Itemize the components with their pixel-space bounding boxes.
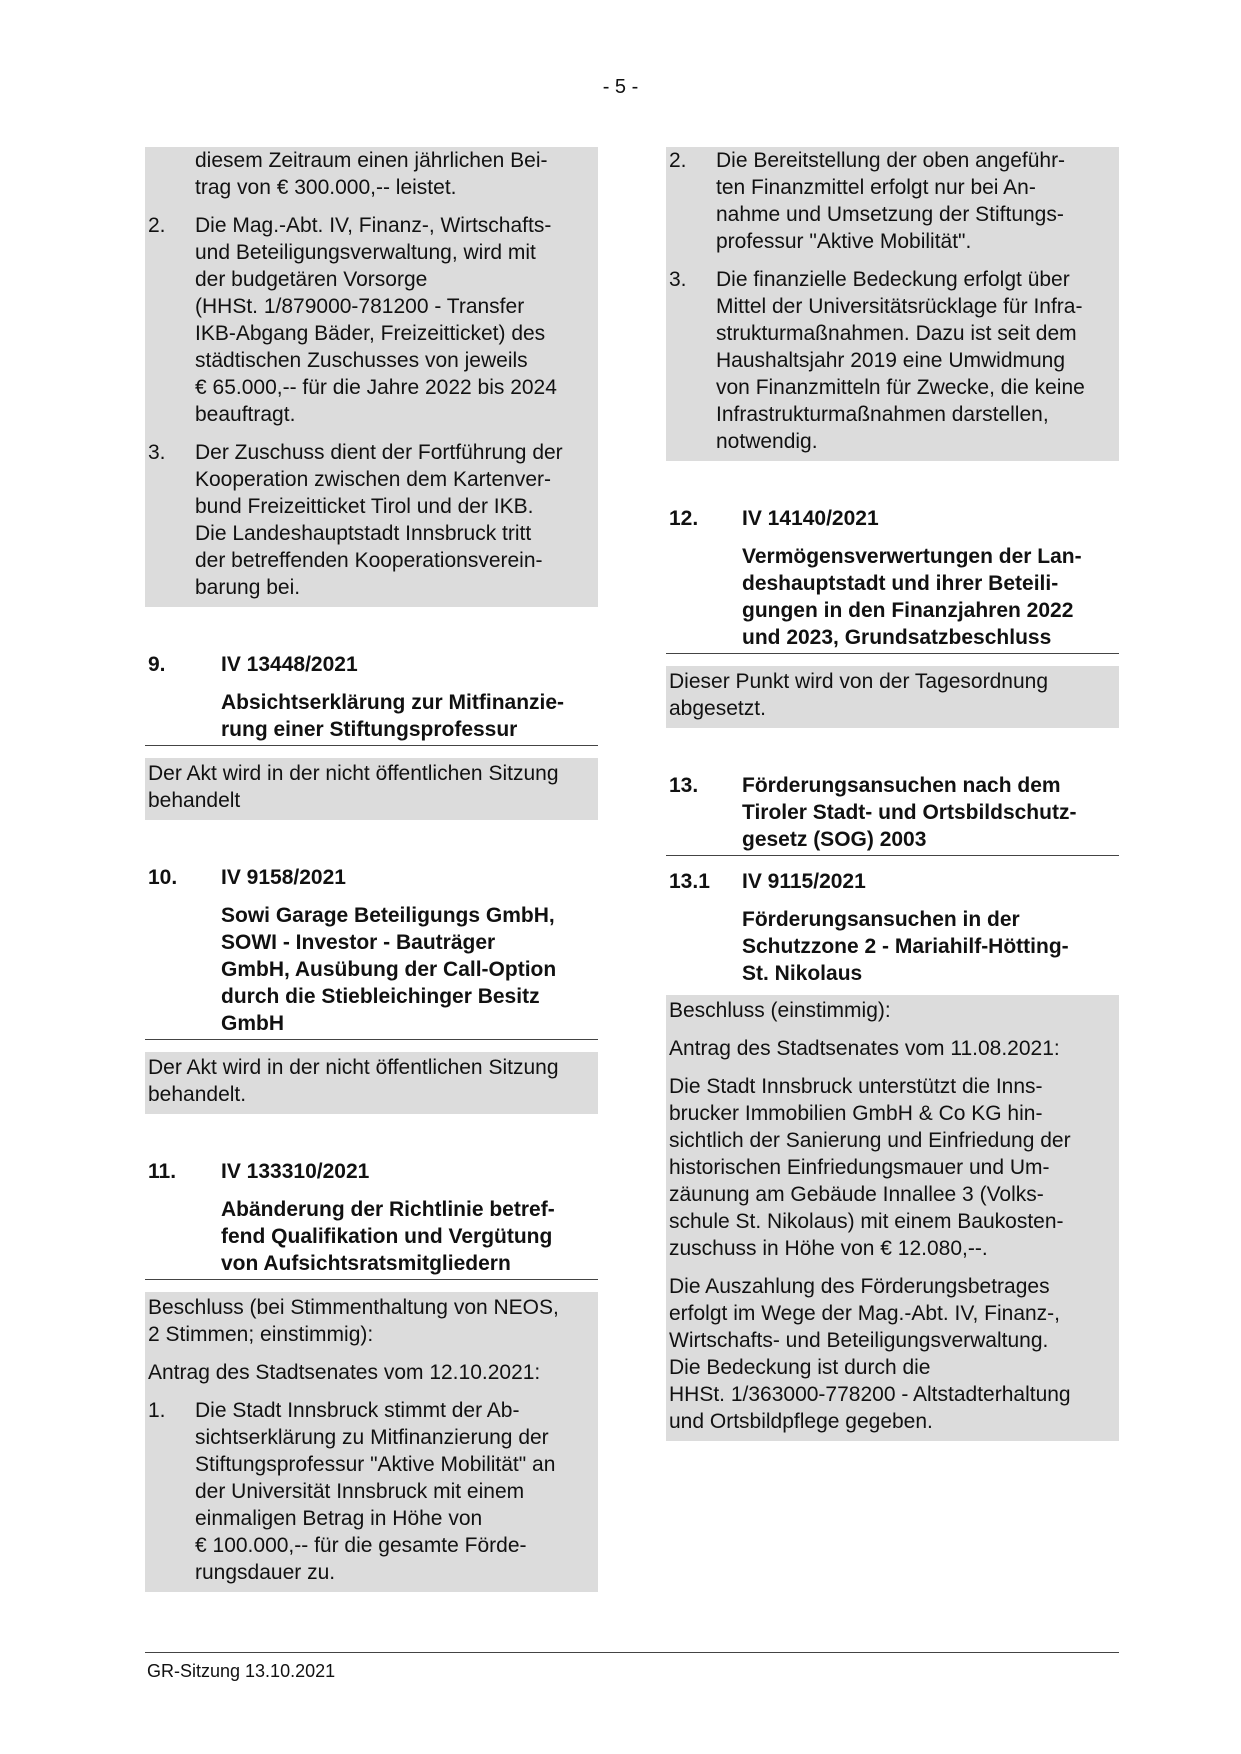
list-item: [148, 1397, 595, 1586]
list-number: 3.: [148, 441, 166, 464]
resolution-box: [145, 1292, 598, 1592]
agenda-item-heading: [666, 505, 1119, 654]
list-item: [669, 266, 1116, 455]
list-text: Die Stadt Innsbruck stimmt der Ab- sichtserklärung zu Mitfinanzierung der Stiftungsprofessur "Aktive Mobilität" an der Universität Innsbruck mit einem einmaligen Betrag in Höhe von € 100.000,-- für die gesamte Förde- rungsdauer zu.: [195, 1399, 556, 1584]
continued-resolution-block: [666, 147, 1119, 461]
status-box: Dieser Punkt wird von der Tagesordnung abgesetzt.: [666, 666, 1119, 728]
item-title: Abänderung der Richtlinie betref- fend Qualifikation und Vergütung von Aufsichtsratsmitgliedern: [221, 1198, 555, 1275]
list-text: Die Mag.-Abt. IV, Finanz-, Wirtschafts- und Beteiligungsverwaltung, wird mit der budgetären Vorsorge (HHSt. 1/879000-781200 - Transfer IKB-Abgang Bäder, Freizeitticket) des städtischen Zuschusses von jeweils € 65.000,-- für die Jahre 2022 bis 2024 beauftragt.: [195, 214, 557, 426]
list-number: 1.: [148, 1399, 166, 1422]
list-number: 2.: [148, 214, 166, 237]
agenda-item-12: [666, 505, 1119, 728]
item-number: 11.: [148, 1160, 177, 1183]
agenda-item-heading: [145, 1158, 598, 1280]
agenda-item-13: [666, 772, 1119, 856]
item-reference: IV 9158/2021: [221, 866, 346, 889]
list-number: 3.: [669, 268, 687, 291]
motion-text: Antrag des Stadtsenates vom 11.08.2021:: [669, 1037, 1060, 1060]
agenda-item-heading: [666, 772, 1119, 856]
list-item: [148, 439, 595, 601]
item-title: Vermögensverwertungen der Lan- deshauptstadt und ihrer Beteili- gungen in den Finanzjahren 2022 und 2023, Grundsatzbeschluss: [742, 545, 1082, 649]
agenda-item-11: [145, 1158, 598, 1592]
list-text: Der Zuschuss dient der Fortführung der Kooperation zwischen dem Kartenver- bund Freizeitticket Tirol und der IKB. Die Landeshauptstadt Innsbruck tritt der betreffenden Kooperationsverein- barung bei.: [195, 441, 563, 599]
item-title: Förderungsansuchen in der Schutzzone 2 - Mariahilf-Hötting- St. Nikolaus: [742, 908, 1069, 985]
agenda-item-9: [145, 651, 598, 820]
item-reference: IV 14140/2021: [742, 507, 879, 530]
item-title: Absichtserklärung zur Mitfinanzie- rung einer Stiftungsprofessur: [221, 691, 565, 741]
item-number: 13.1: [669, 870, 710, 893]
footer-divider: [145, 1652, 1119, 1653]
agenda-item-13-1: [666, 868, 1119, 1441]
item-number: 10.: [148, 866, 178, 889]
resolution-text: Beschluss (bei Stimmenthaltung von NEOS, 2 Stimmen; einstimmig):: [148, 1296, 559, 1346]
footer-text: GR-Sitzung 13.10.2021: [147, 1661, 336, 1681]
right-column: [666, 147, 1119, 1441]
continued-resolution-block: [145, 147, 598, 607]
agenda-item-heading: [666, 868, 1119, 987]
item-title: Förderungsansuchen nach dem Tiroler Stadt- und Ortsbildschutz- gesetz (SOG) 2003: [742, 774, 1077, 851]
list-item: [669, 147, 1116, 255]
resolution-text: Beschluss (einstimmig):: [669, 999, 891, 1022]
item-reference: IV 133310/2021: [221, 1160, 370, 1183]
list-number: 2.: [669, 149, 687, 172]
left-column: [145, 147, 598, 1592]
item-number: 12.: [669, 507, 699, 530]
item-number: 9.: [148, 653, 166, 676]
resolution-paragraph: Die Auszahlung des Förderungsbetrages erfolgt im Wege der Mag.-Abt. IV, Finanz-, Wirtschafts- und Beteiligungsverwaltung. Die Bedeckung ist durch die HHSt. 1/363000-778200 - Altstadterhaltung und Ortsbildpflege gegeben.: [669, 1275, 1071, 1433]
agenda-item-heading: [145, 864, 598, 1040]
page-number: - 5 -: [602, 76, 639, 98]
agenda-item-heading: [145, 651, 598, 746]
item-reference: IV 13448/2021: [221, 653, 358, 676]
item-reference: IV 9115/2021: [742, 870, 866, 893]
motion-text: Antrag des Stadtsenates vom 12.10.2021:: [148, 1361, 541, 1384]
item-number: 13.: [669, 774, 699, 797]
status-box: Der Akt wird in der nicht öffentlichen Sitzung behandelt: [145, 758, 598, 820]
item-title: Sowi Garage Beteiligungs GmbH, SOWI - Investor - Bauträger GmbH, Ausübung der Call-Option durch die Stiebleichinger Besitz GmbH: [221, 904, 557, 1035]
list-text: Die Bereitstellung der oben angeführ- ten Finanzmittel erfolgt nur bei An- nahme und Umsetzung der Stiftungs- professur "Aktive Mobilität".: [716, 149, 1066, 253]
agenda-item-10: [145, 864, 598, 1114]
resolution-box: [666, 995, 1119, 1441]
status-box: Der Akt wird in der nicht öffentlichen Sitzung behandelt.: [145, 1052, 598, 1114]
list-text: Die finanzielle Bedeckung erfolgt über Mittel der Universitätsrücklage für Infra- strukturmaßnahmen. Dazu ist seit dem Haushaltsjahr 2019 eine Umwidmung von Finanzmitteln für Zwecke, die keine Infrastrukturmaßnahmen darstellen, notwendig.: [716, 268, 1085, 453]
list-item: [148, 212, 595, 428]
resolution-paragraph: Die Stadt Innsbruck unterstützt die Inns- brucker Immobilien GmbH & Co KG hin- sichtlich der Sanierung und Einfriedung der historischen Einfriedungsmauer und Um- zäunung am Gebäude Innallee 3 (Volks- schule St. Nikolaus) mit einem Baukosten- zuschuss in Höhe von € 12.080,--.: [669, 1075, 1071, 1260]
continued-text: diesem Zeitraum einen jährlichen Bei- trag von € 300.000,-- leistet.: [195, 149, 548, 199]
